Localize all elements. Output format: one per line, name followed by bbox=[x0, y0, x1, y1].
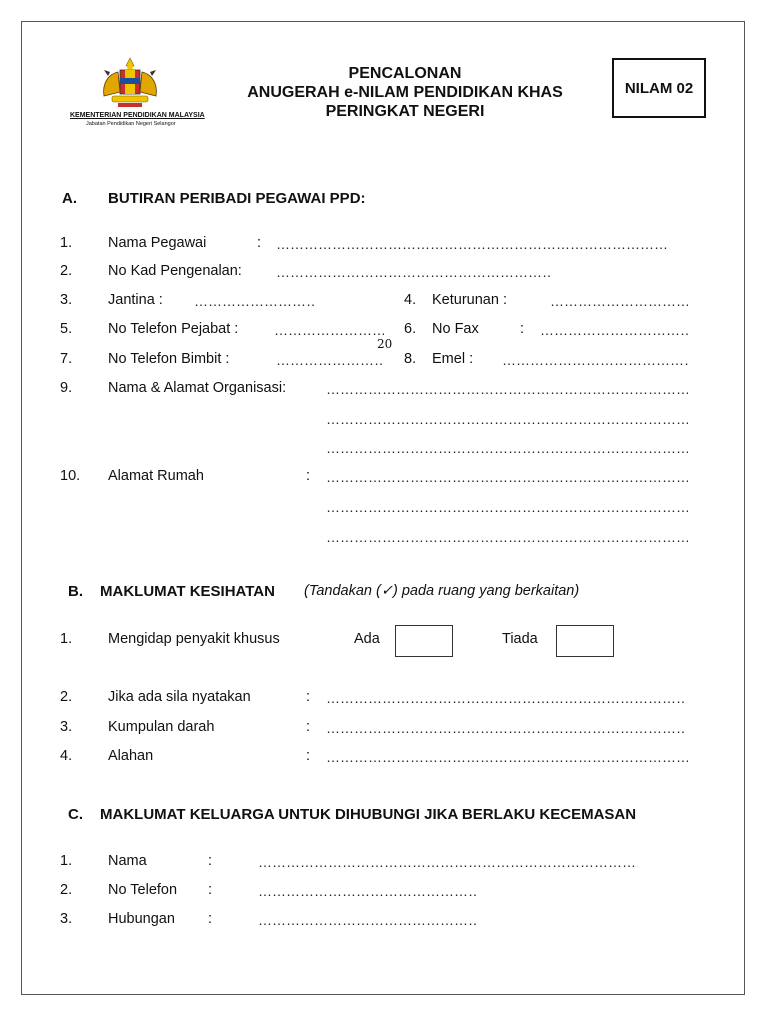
allergy-field[interactable] bbox=[326, 754, 688, 766]
option-yes-label: Ada bbox=[354, 631, 380, 647]
mobile-phone-label: No Telefon Bimbit : bbox=[108, 351, 230, 367]
home-address-field-line-2[interactable] bbox=[326, 504, 688, 516]
contact-name-field[interactable] bbox=[258, 859, 638, 871]
malaysia-crest-logo bbox=[98, 56, 162, 112]
illness-details-field[interactable] bbox=[326, 695, 684, 707]
illness-yes-checkbox[interactable] bbox=[395, 625, 453, 657]
ethnicity-field[interactable] bbox=[550, 298, 688, 310]
home-address-label: Alamat Rumah bbox=[108, 468, 204, 484]
illness-details-colon: : bbox=[306, 689, 311, 705]
health-field-3-number: 3. bbox=[60, 719, 73, 735]
logo-department-text: Jabatan Pendidikan Negeri Selangor bbox=[86, 121, 176, 127]
section-c-letter: C. bbox=[68, 806, 83, 823]
blood-type-field[interactable] bbox=[326, 725, 686, 737]
field-4-number: 4. bbox=[404, 292, 417, 308]
ic-number-field[interactable] bbox=[276, 269, 552, 281]
allergy-colon: : bbox=[306, 748, 311, 764]
field-7-number: 7. bbox=[60, 351, 73, 367]
contact-field-1-number: 1. bbox=[60, 853, 73, 869]
title-line-2: ANUGERAH e-NILAM PENDIDIKAN KHAS bbox=[247, 84, 563, 101]
email-field[interactable] bbox=[502, 357, 688, 369]
option-no-label: Tiada bbox=[502, 631, 538, 647]
field-5-number: 5. bbox=[60, 321, 73, 337]
form-title bbox=[220, 64, 590, 121]
blood-type-label: Kumpulan darah bbox=[108, 719, 215, 735]
field-2-number: 2. bbox=[60, 263, 73, 279]
ethnicity-label: Keturunan : bbox=[432, 292, 507, 308]
gender-field[interactable] bbox=[194, 298, 314, 310]
organisation-address-field-line-2[interactable] bbox=[326, 416, 688, 428]
home-address-field-line-1[interactable] bbox=[326, 474, 688, 486]
field-8-number: 8. bbox=[404, 351, 417, 367]
gender-label: Jantina : bbox=[108, 292, 163, 308]
field-6-number: 6. bbox=[404, 321, 417, 337]
fax-colon: : bbox=[520, 321, 525, 337]
section-a-letter: A. bbox=[62, 190, 77, 207]
relationship-colon: : bbox=[208, 911, 213, 927]
blood-type-colon: : bbox=[306, 719, 311, 735]
home-address-field-line-3[interactable] bbox=[326, 534, 688, 546]
field-1-number: 1. bbox=[60, 235, 73, 251]
specific-illness-label: Mengidap penyakit khusus bbox=[108, 631, 280, 647]
title-line-3: PERINGKAT NEGERI bbox=[325, 103, 485, 120]
staff-name-field[interactable] bbox=[276, 241, 670, 253]
organisation-address-label: Nama & Alamat Organisasi: bbox=[108, 380, 287, 396]
mobile-phone-field[interactable] bbox=[276, 357, 384, 369]
organisation-address-field-line-1[interactable] bbox=[326, 386, 688, 398]
contact-phone-field[interactable] bbox=[258, 888, 478, 900]
staff-name-colon: : bbox=[257, 235, 262, 251]
section-b-heading: MAKLUMAT KESIHATAN bbox=[100, 583, 275, 600]
contact-field-2-number: 2. bbox=[60, 882, 73, 898]
nilam-code-badge: NILAM 02 bbox=[612, 58, 706, 118]
organisation-address-field-line-3[interactable] bbox=[326, 445, 688, 457]
field-9-number: 9. bbox=[60, 380, 73, 396]
illness-details-label: Jika ada sila nyatakan bbox=[108, 689, 251, 705]
ic-number-label: No Kad Pengenalan: bbox=[108, 263, 242, 279]
contact-name-colon: : bbox=[208, 853, 213, 869]
illness-no-checkbox[interactable] bbox=[556, 625, 614, 657]
section-b-instruction: (Tandakan (✓) pada ruang yang berkaitan) bbox=[304, 583, 580, 599]
contact-field-3-number: 3. bbox=[60, 911, 73, 927]
contact-name-label: Nama bbox=[108, 853, 147, 869]
logo-ministry-text: KEMENTERIAN PENDIDIKAN MALAYSIA bbox=[70, 112, 205, 119]
relationship-label: Hubungan bbox=[108, 911, 175, 927]
office-phone-label: No Telefon Pejabat : bbox=[108, 321, 239, 337]
health-field-1-number: 1. bbox=[60, 631, 73, 647]
section-a-heading: BUTIRAN PERIBADI PEGAWAI PPD: bbox=[108, 190, 366, 207]
relationship-field[interactable] bbox=[258, 917, 478, 929]
allergy-label: Alahan bbox=[108, 748, 154, 764]
section-b-letter: B. bbox=[68, 583, 83, 600]
fax-label: No Fax bbox=[432, 321, 479, 337]
office-phone-field[interactable] bbox=[274, 327, 384, 339]
title-line-1: PENCALONAN bbox=[348, 65, 462, 82]
contact-phone-label: No Telefon bbox=[108, 882, 178, 898]
section-c-heading: MAKLUMAT KELUARGA UNTUK DIHUBUNGI JIKA BERLAKU KECEMASAN bbox=[100, 806, 637, 823]
contact-phone-colon: : bbox=[208, 882, 213, 898]
stray-page-mark: 20 bbox=[377, 337, 393, 351]
fax-field[interactable] bbox=[540, 327, 688, 339]
health-field-4-number: 4. bbox=[60, 748, 73, 764]
field-3-number: 3. bbox=[60, 292, 73, 308]
email-label: Emel : bbox=[432, 351, 474, 367]
home-address-colon: : bbox=[306, 468, 311, 484]
field-10-number: 10. bbox=[60, 468, 81, 484]
staff-name-label: Nama Pegawai bbox=[108, 235, 207, 251]
health-field-2-number: 2. bbox=[60, 689, 73, 705]
